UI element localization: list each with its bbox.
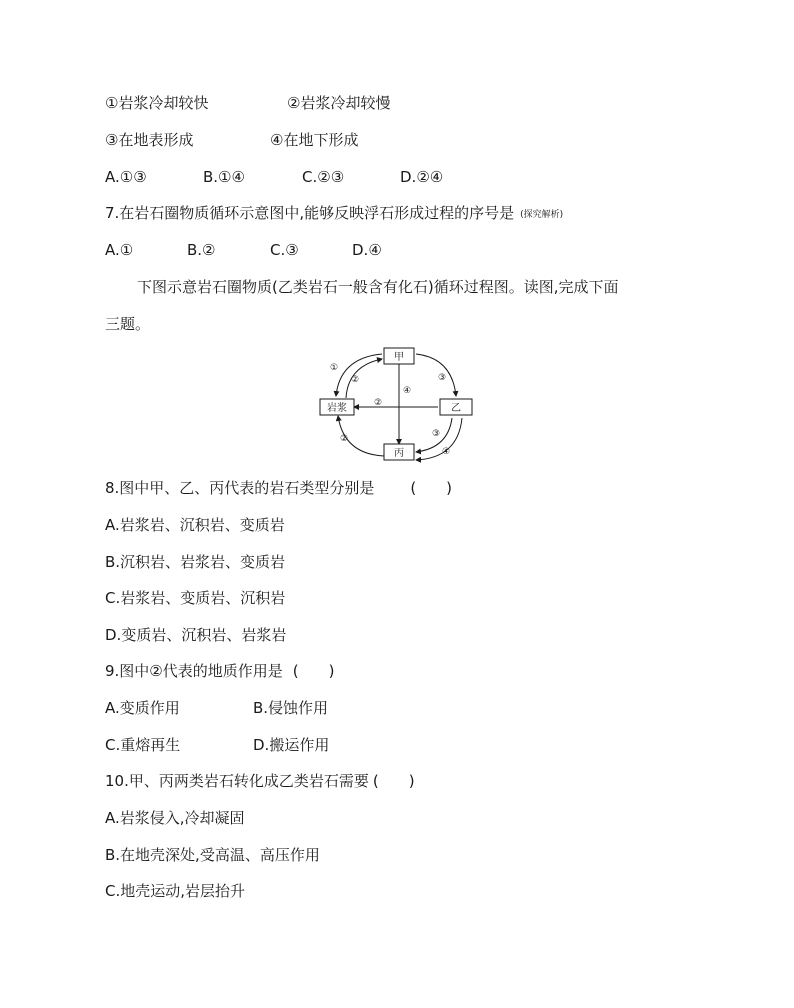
label-horizontal: ②: [373, 398, 383, 408]
q7-choice-a: A.①: [105, 241, 134, 259]
q10-choice-b: B.在地壳深处,受高温、高压作用: [105, 846, 320, 864]
q9-choice-c: C.重熔再生: [105, 736, 181, 754]
q7-stem: [105, 203, 563, 225]
arrow-yi-to-bing-outer: [416, 418, 462, 460]
q6-choice-b: B.①④: [203, 168, 245, 186]
q8-choice-c: C.岩浆岩、变质岩、沉积岩: [105, 589, 286, 607]
q9-choice-a: A.变质作用: [105, 699, 180, 717]
intro-line-1: 下图示意岩石圈物质(乙类岩石一般含有化石)循环过程图。读图,完成下面: [137, 278, 619, 296]
q6-choice-a: A.①③: [105, 168, 147, 186]
q10-choice-c: C.地壳运动,岩层抬升: [105, 882, 246, 900]
label-left-top-inner: ②: [350, 375, 360, 385]
q8-choice-a: A.岩浆岩、沉积岩、变质岩: [105, 516, 285, 534]
label-left-top-outer: ①: [329, 363, 339, 373]
q10-choice-a: A.岩浆侵入,冷却凝固: [105, 809, 245, 827]
q10-paren: ( ): [372, 772, 415, 790]
q6-option-2: ②岩浆冷却较慢: [287, 94, 391, 112]
label-left-bottom: ②: [339, 434, 349, 444]
q8-choice-b: B.沉积岩、岩浆岩、变质岩: [105, 553, 286, 571]
q7-choice-d: D.④: [352, 241, 382, 259]
q9-paren: ( ): [292, 662, 335, 680]
box-jia-label: 甲: [394, 352, 404, 363]
q9-choice-d: D.搬运作用: [253, 736, 330, 754]
label-right-bottom-outer: ④: [441, 447, 451, 457]
q8-stem: [105, 478, 452, 498]
label-right-top: ③: [437, 373, 447, 383]
q9-choice-b: B.侵蚀作用: [253, 699, 329, 717]
box-bing-label: 丙: [394, 448, 404, 459]
intro-line-2: 三题。: [105, 315, 151, 333]
q8-stem-text: 8.图中甲、乙、丙代表的岩石类型分别是: [105, 479, 375, 497]
q6-option-4: ④在地下形成: [270, 131, 359, 149]
q7-choice-b: B.②: [187, 241, 216, 259]
q6-choice-c: C.②③: [302, 168, 345, 186]
q6-choice-d: D.②④: [400, 168, 444, 186]
q8-choice-d: D.变质岩、沉积岩、岩浆岩: [105, 626, 287, 644]
q6-option-3: ③在地表形成: [105, 131, 194, 149]
q7-stem-text: 7.在岩石圈物质循环示意图中,能够反映浮石形成过程的序号是: [105, 204, 515, 222]
q10-stem-text: 10.甲、丙两类岩石转化成乙类岩石需要: [105, 772, 369, 790]
arrow-jia-to-yi: [416, 354, 456, 396]
q8-paren: ( ): [410, 479, 453, 497]
label-right-bottom-inner: ③: [431, 429, 441, 439]
q7-tag: (探究解析): [520, 210, 564, 220]
box-yanjiang-label: 岩浆: [327, 403, 347, 414]
q6-option-1: ①岩浆冷却较快: [105, 94, 209, 112]
box-yi-label: 乙: [451, 403, 461, 414]
label-vertical: ④: [402, 386, 412, 396]
q10-stem: [105, 771, 415, 791]
q7-choice-c: C.③: [270, 241, 299, 259]
rock-cycle-diagram: [316, 344, 476, 466]
q9-stem-text: 9.图中②代表的地质作用是: [105, 662, 283, 680]
q9-stem: [105, 661, 334, 681]
